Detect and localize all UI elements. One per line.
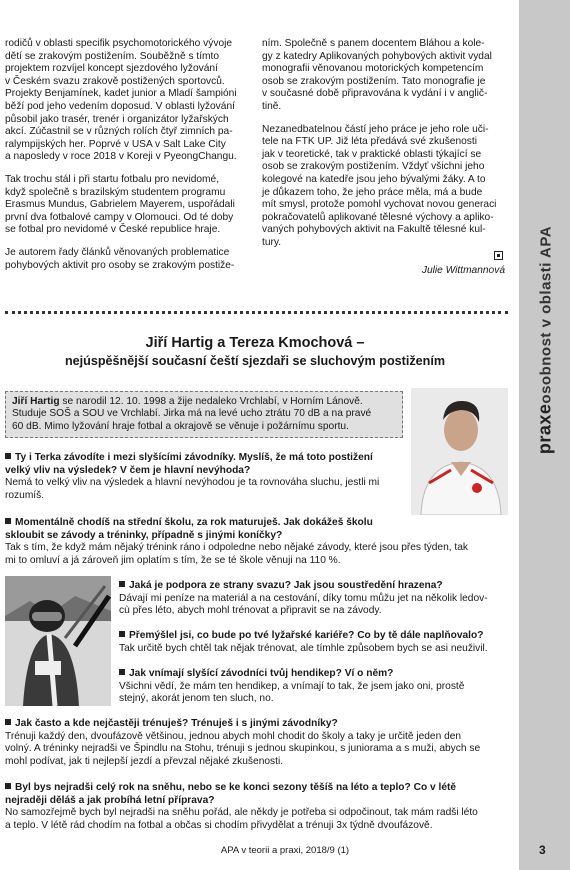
text-column-right <box>262 38 507 260</box>
end-of-article-icon <box>494 251 503 260</box>
question: Byl bys nejradši celý rok na sněhu, nebo se ke konci sezony těšíš na léto a teplo? Co v létě nejraději děláš a jak probíhá letní příprava? <box>5 782 457 806</box>
page-footer: APA v teorii a praxi, 2018/9 (1) <box>220 845 350 856</box>
answer: Trénuji každý den, dvoufázově většinou, jednou abych mohl chodit do školy a taky je určitě jeden den volný. A tréninky nejradši ve Špindlu na Stohu, trénuji s jednou skupinkou, s juniorama a s muži, abych se mohl podívat, jak ti nejlepší jezdí a převzal nějaké zkušenosti. <box>5 730 481 767</box>
question: Přemýšlel jsi, co bude po tvé lyžařské kariéře? Co by tě dále naplňovalo? <box>129 630 484 641</box>
answer: Tak s tím, že když mám nějaký trénink ráno i odpoledne nebo nějaké závody, které jsou přes týden, tak mi to omluví a já zároveň jim oplatím s tím, že se té škole věnuji na 110 %. <box>5 542 469 566</box>
bullet-square-icon <box>5 719 11 725</box>
question: Momentálně chodíš na střední školu, za rok maturuješ. Jak dokážeš školu skloubit se závody a tréninky, případně s jinými koníčky? <box>5 517 373 541</box>
bullet-square-icon <box>5 518 11 524</box>
bullet-square-icon <box>5 783 11 789</box>
qa-item <box>119 668 511 706</box>
qa-item <box>5 782 513 832</box>
bullet-square-icon <box>119 581 125 587</box>
bio-body: se narodil 12. 10. 1998 a žije nedaleko Vrchlabí, v Horním Lánově. Studuje SOŠ a SOU ve Vrchlabí. Jirka má na levé ucho ztrátu 70 dB a na pravé 60 dB. Mimo lyžování hraje fotbal a okrajově se věnuje i požárnímu sportu. <box>12 396 372 432</box>
dotted-divider <box>5 311 508 314</box>
bullet-square-icon <box>5 453 11 459</box>
bullet-square-icon <box>119 669 125 675</box>
answer: Nemá to velký vliv na výsledek a hlavní nevýhodou je ta rovnováha sluchu, jestli mi rozumíš. <box>5 477 380 501</box>
answer: Všichni vědí, že mám ten hendikep, a vnímají to tak, že jsem jako oni, prostě stejný, akorát jenom ten sluch, no. <box>119 680 465 705</box>
section-subtitle: osobnost v oblasti APA <box>537 225 554 404</box>
skier-photo <box>5 576 111 706</box>
bullet-square-icon <box>119 631 125 637</box>
qa-item <box>5 452 405 502</box>
answer: Tak určitě bych chtěl tak nějak trénovat, ale tímhle způsobem bych se asi neuživil. <box>119 642 488 654</box>
paragraph: ním. Společně s panem docentem Bláhou a kole- gy z katedry Aplikovaných pohybových aktivit vydal monografii věnovanou motorických kompetencím osob se zrakovým postižením. Tato monografie je v současné době připravována k vydání i v anglič- tině. <box>262 38 492 112</box>
paragraph: rodičů v oblasti specifik psychomotorického vývoje dětí se zrakovým postižením. Souběžně s tímto projektem rozvíjel koncept sjezdového lyžování v Českém svazu zrakově postižených sportovců. Projekty Benjamínek, kadet junior a Mladí šampióni běží pod jeho vedením doposud. V oblasti lyžování působil jako trasér, trenér i organizátor lyžařských akcí. Zúčastnil se v různých rolích čtyř zimních pa- ralympijských her. Poprvé v USA v Salt Lake City a naposledy v roce 2018 v Koreji v PyeongChangu. <box>5 38 237 163</box>
portrait-photo <box>411 388 508 515</box>
sidebar-label <box>519 0 570 455</box>
paragraph: Je autorem řady článků věnovaných problematice pohybových aktivit pro osoby se zrakovým postiže- <box>5 246 235 271</box>
qa-item <box>5 718 513 768</box>
question: Ty i Terka závodíte i mezi slyšícími závodníky. Myslíš, že má toto postižení velký vliv na výsledek? V čem je hlavní nevýhoda? <box>5 452 373 476</box>
bio-box <box>5 391 403 438</box>
text-column-left <box>5 38 250 282</box>
author-signature: Julie Wittmannová <box>421 265 505 276</box>
article-subtitle: nejúspěšnější současní čeští sjezdaři se sluchovým postižením <box>64 354 446 368</box>
paragraph: Tak trochu stál i při startu fotbalu pro nevidomé, když společně s brazilským studentem programu Erasmus Mundus, Gabrielem Mayerem, uspořádali první dva fotbalové campy v Olomouci. Od té doby se fotbal pro nevidomé v České republice hraje. <box>5 173 235 236</box>
qa-item <box>5 517 510 567</box>
question: Jaká je podpora ze strany svazu? Jak jsou soustředění hrazena? <box>129 580 443 591</box>
answer: Dávají mi peníze na materiál a na cestování, díky tomu můžu jet na několik ledov- cù přes léto, abych mohl trénovat a připravit se na závody. <box>119 592 488 617</box>
page-number: 3 <box>539 843 546 857</box>
qa-item <box>119 580 511 618</box>
bio-text <box>12 396 396 433</box>
article-title: Jiří Hartig a Tereza Kmochová – <box>145 335 365 351</box>
qa-item <box>119 630 511 655</box>
answer: No samozřejmě bych byl nejradši na sněhu pořád, ale někdy je potřeba si odpočinout, tak mám radši léto a teplo. V létě rád chodím na fotbal a občas si chodím přivydělat a trénuji 3x týdně dvoufázově. <box>5 807 478 831</box>
paragraph: Nezanedbatelnou částí jeho práce je jeho role uči- tele na FTK UP. Již léta předává své zkušenosti jak v teoretické, tak v praktické oblasti týkající se osob se zrakovým postižením. Vždyť všichni jeho kolegové na katedře jsou jeho bývalými žáky. A to je důkazem toho, že jeho práce měla, má a bude mít smysl, protože pomohl vychovat novou generaci pokračovatelů aplikované tělesné výchovy a apliko- vaných pohybových aktivit na Fakultě tělesné kul- tury. <box>262 123 497 248</box>
question: Jak často a kde nejčastěji trénuješ? Trénuješ i s jinými závodníky? <box>15 718 338 729</box>
bio-name: Jiří Hartig <box>12 396 60 407</box>
section-praxe: praxe <box>534 403 554 455</box>
question: Jak vnímají slyšící závodníci tvůj hendikep? Ví o něm? <box>129 668 394 679</box>
